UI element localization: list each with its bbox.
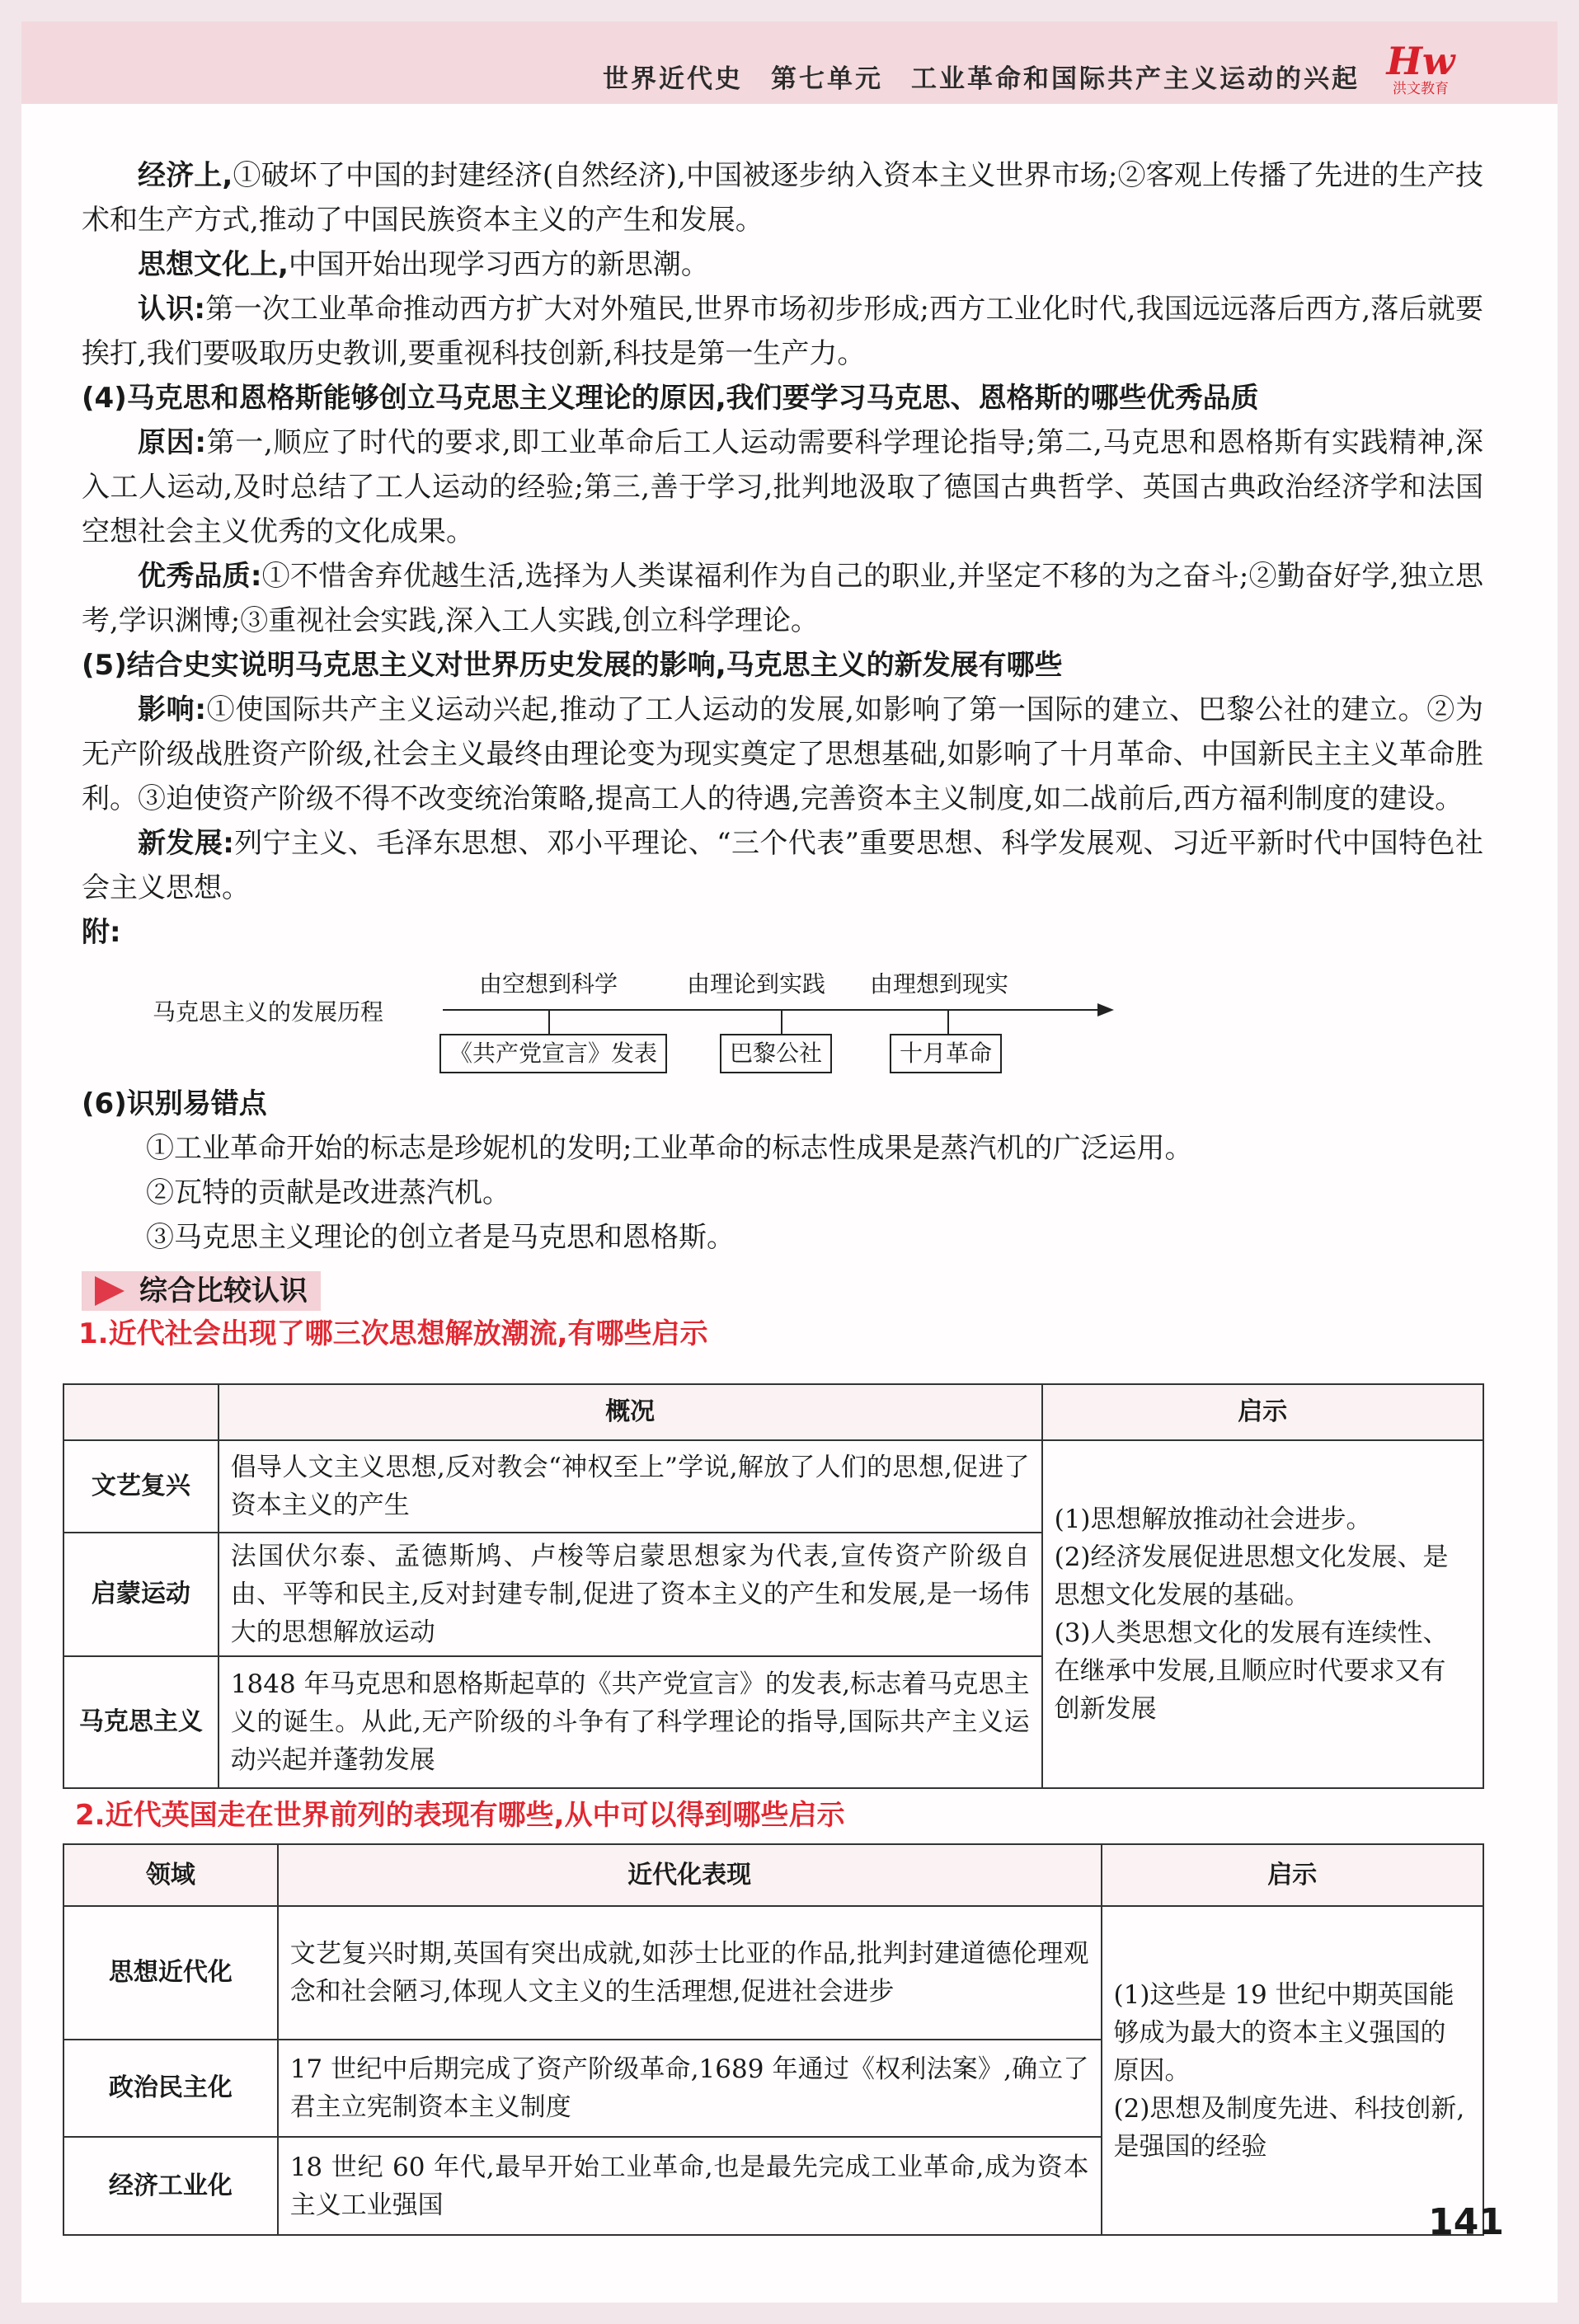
flowchart-tick (781, 1010, 782, 1034)
flowchart-tick (548, 1010, 550, 1034)
flowchart-start-label: 马克思主义的发展历程 (153, 998, 384, 1026)
paragraph-culture: 思想文化上,中国开始出现学习西方的新思潮。 (138, 248, 709, 281)
flowchart-axis (443, 1009, 1102, 1011)
page (21, 21, 1558, 2303)
table1-row-name: 启蒙运动 (63, 1533, 219, 1656)
error-item: ③马克思主义理论的创立者是马克思和恩格斯。 (146, 1221, 735, 1254)
question-4: (4)马克思和恩格斯能够创立马克思主义理论的原因,我们要学习马克思、恩格斯的哪些优秀品质 (82, 382, 1259, 415)
table2-header: 领域 (63, 1844, 278, 1906)
table2-row-name: 政治民主化 (63, 2040, 278, 2138)
flowchart-event-box: 十月革命 (890, 1034, 1002, 1073)
appendix-label: 附: (82, 916, 121, 949)
table2-header: 近代化表现 (278, 1844, 1102, 1906)
table1-row-name: 马克思主义 (63, 1656, 219, 1788)
table1-row-desc: 倡导人文主义思想,反对教会“神权至上”学说,解放了人们的思想,促进了资本主义的产生 (219, 1440, 1042, 1533)
table1-header: 启示 (1042, 1384, 1483, 1440)
publisher-logo (1381, 41, 1460, 104)
flowchart-event-box: 巴黎公社 (720, 1034, 832, 1073)
flowchart-stage: 由理想到现实 (870, 970, 1009, 998)
logo-mark: Hw (1386, 39, 1455, 83)
paragraph-qualities: 优秀品质:①不惜舍弃优越生活,选择为人类谋福利作为自己的职业,并坚定不移的为之奋斗;②勤奋好学,独立思考,学识渊博;③重视社会实践,深入工人实践,创立科学理论。 (82, 560, 1484, 637)
table2-row-desc: 文艺复兴时期,英国有突出成就,如莎士比亚的作品,批判封建道德伦理观念和社会陋习,体现人文主义的生活理想,促进社会进步 (278, 1906, 1102, 2040)
table2-row-name: 思想近代化 (63, 1906, 278, 2040)
logo-text: 洪文教育 (1393, 81, 1449, 97)
table2-row-desc: 18 世纪 60 年代,最早开始工业革命,也是最先完成工业革命,成为资本主义工业强国 (278, 2137, 1102, 2235)
flowchart-tick (947, 1010, 949, 1034)
table1-insight: (1)思想解放推动社会进步。 (2)经济发展促进思想文化发展、是思想文化发展的基础。 (3)人类思想文化的发展有连续性、在继承中发展,且顺应时代要求又有创新发展 (1042, 1440, 1483, 1788)
triangle-marker-icon (95, 1276, 125, 1306)
table1-header: 概况 (219, 1384, 1042, 1440)
paragraph-economy: 经济上,①破坏了中国的封建经济(自然经济),中国被逐步纳入资本主义世界市场;②客观上传播了先进的生产技术和生产方式,推动了中国民族资本主义的产生和发展。 (82, 159, 1483, 237)
flowchart-stage: 由理论到实践 (687, 970, 826, 998)
development-flowchart (82, 958, 1483, 1082)
table2-title: 2.近代英国走在世界前列的表现有哪些,从中可以得到哪些启示 (75, 1799, 845, 1832)
error-item: ①工业革命开始的标志是珍妮机的发明;工业革命的标志性成果是蒸汽机的广泛运用。 (146, 1132, 1193, 1165)
errors-title: (6)识别易错点 (82, 1087, 267, 1120)
running-header: 世界近代史 第七单元 工业革命和国际共产主义运动的兴起 (603, 64, 1360, 94)
question-5: (5)结合史实说明马克思主义对世界历史发展的影响,马克思主义的新发展有哪些 (82, 649, 1063, 682)
header-band (21, 21, 1558, 104)
table1-row-desc: 法国伏尔泰、孟德斯鸠、卢梭等启蒙思想家为代表,宣传资产阶级自由、平等和民主,反对封建专制,促进了资本主义的产生和发展,是一场伟大的思想解放运动 (219, 1533, 1042, 1656)
section-banner: 综合比较认识 (82, 1271, 321, 1311)
page-number: 141 (1428, 2201, 1504, 2243)
table2-header: 启示 (1102, 1844, 1484, 1906)
paragraph-influence: 影响:①使国际共产主义运动兴起,推动了工人运动的发展,如影响了第一国际的建立、巴黎公社的建立。②为无产阶级战胜资产阶级,社会主义最终由理论变为现实奠定了思想基础,如影响了十月革命、中国新民主主义革命胜利。③迫使资产阶级不得不改变统治策略,提高工人的待遇,完善资本主义制度,如二战前后,西方福利制度的建设。 (82, 693, 1483, 815)
table1-header (63, 1384, 219, 1440)
table1-row-desc: 1848 年马克思和恩格斯起草的《共产党宣言》的发表,标志着马克思主义的诞生。从此,无产阶级的斗争有了科学理论的指导,国际共产主义运动兴起并蓬勃发展 (219, 1656, 1042, 1788)
error-item: ②瓦特的贡献是改进蒸汽机。 (146, 1176, 510, 1209)
table1-row-name: 文艺复兴 (63, 1440, 219, 1533)
table2-row-name: 经济工业化 (63, 2137, 278, 2235)
paragraph-reasons: 原因:第一,顺应了时代的要求,即工业革命后工人运动需要科学理论指导;第二,马克思和恩格斯有实践精神,深入工人运动,及时总结了工人运动的经验;第三,善于学习,批判地汲取了德国古典哲学、英国古典政治经济学和法国空想社会主义优秀的文化成果。 (82, 426, 1483, 548)
table2-row-desc: 17 世纪中后期完成了资产阶级革命,1689 年通过《权利法案》,确立了君主立宪制资本主义制度 (278, 2040, 1102, 2138)
paragraph-understanding: 认识:第一次工业革命推动西方扩大对外殖民,世界市场初步形成;西方工业化时代,我国远远落后西方,落后就要挨打,我们要吸取历史教训,要重视科技创新,科技是第一生产力。 (82, 293, 1484, 370)
arrow-right-icon (1097, 1003, 1114, 1016)
flowchart-stage: 由空想到科学 (479, 970, 618, 998)
thought-liberation-table (63, 1383, 1484, 1789)
paragraph-new-development: 新发展:列宁主义、毛泽东思想、邓小平理论、“三个代表”重要思想、科学发展观、习近平新时代中国特色社会主义思想。 (82, 827, 1483, 904)
britain-modernization-table (63, 1843, 1484, 2236)
flowchart-event-box: 《共产党宣言》发表 (439, 1034, 667, 1073)
table1-title: 1.近代社会出现了哪三次思想解放潮流,有哪些启示 (78, 1317, 708, 1350)
table2-insight: (1)这些是 19 世纪中期英国能够成为最大的资本主义强国的原因。 (2)思想及制度先进、科技创新,是强国的经验 (1102, 1906, 1484, 2235)
main-content (78, 153, 1484, 1355)
